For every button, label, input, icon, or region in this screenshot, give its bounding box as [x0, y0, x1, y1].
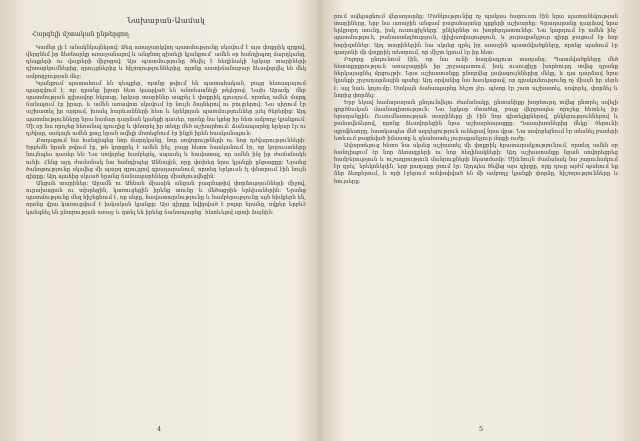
paragraph: Ավարտելուց հետո նա սկսեց աշխատել մի փոքրիկ հրատարակչությունում, որտեղ ամեն օր հանդիպում էր նոր ձեռագրերի ու նոր հեղինակների: Այդ աշխատանքը նրան սովորեցրեց համբերություն և ուշադրություն մանրուքների նկատմամբ: Միևնույն ժամանակ նա շարունակում էր գրել՝ երեկոներին, երբ քաղաքը լռում էր: Այդպես ծնվեց այս գիրքը, որը դուք այժմ պահում եք ձեր ձեռքերում, և որի էջերում ամփոփված են մի ամբողջ կյանքի փորձը, հիշողությունները և հույսերը:: [334, 142, 618, 185]
right-page-body: [334, 14, 618, 186]
left-page-body: [26, 45, 306, 217]
salutation: Հարգելի մշտական ընթերցող: [32, 31, 129, 38]
page-heading: Նախաբան-Աամակ: [127, 16, 205, 25]
right-page: [322, 0, 640, 441]
paragraph: Երբ եկավ համալսարան ընդունվելու ժամանակը, ընտանիքը խորհուրդ տվեց ընտրել ավելի գործնական մասնագիտություն: Նա երկար մտածեց, բայց վերջապես որոշեց հետևել իր երազանքին: Ուսումնառության տարիները լի էին նոր գիտելիքներով, ընկերություններով և բանավեճերով, որոնք ձևավորեցին նրա աշխարհայացքը: Դասախոսներից մեկը՝ ծերունի պրոֆեսորը, հատկապես մեծ ազդեցություն ունեցավ նրա վրա: Նա սովորեցնում էր տեսնել բառերի ետևում թաքնված իմաստը և գնահատել յուրաքանչյուր մտքի ուժը:: [334, 99, 618, 142]
paragraph: րում ավելացնում վերադարձը: Մանկությունից ոչ պակաս հարուստ էին նրա պատանեկության տարիները, երբ նա առաջին անգամ բացահայտեց գրքերի աշխարհը: Գրադարանը դարձավ նրա երկրորդ տունը, իսկ ուսուցիչները՝ ընկերներ ու խորհրդատուներ: Նա կարդում էր ամեն ինչ՝ պատմություն, բանաստեղծություն, փիլիսոփայություն, և յուրաքանչյուր գիրք բացում էր նոր հորիզոններ: Այդ տարիներին նա սկսեց գրել իր առաջին պատմվածքները, որոնք պահում էր գաղտնի մի փոքրիկ տետրում, որ միշտ կրում էր իր հետ:: [334, 14, 618, 56]
paragraph: Քաղաքում նա հանդիպեց նոր մարդկանց, նոր սովորույթների ու նոր դժվարությունների: Երբեմն նրան թվում էր, թե կորցրել է ամեն ինչ, բայց հետո հասկանում էր, որ կորուստները նույնպես դասեր են: Նա սովորեց համբերել, սպասել և հավատալ, որ ամեն ինչ իր ժամանակն ունի: Հենց այդ ժամանակ նա հանդիպեց Աննային, որը փոխեց նրա կյանքի ընթացքը: Նրանց ծանոթությունը սկսվեց մի պարզ զրույցով գրադարանում, որտեղ երկուսն էլ փնտրում էին նույն գիրքը: Այդ պահից սկսած նրանց ճանապարհները միահյուսվեցին:: [26, 138, 306, 180]
paragraph: Բոլորը ընդունում էին, որ նա ունի հազվագյուտ տաղանդ: Պատմվածքները մեծ հետաքրքրություն առաջացրին իր շրջապատում, իսկ ուսուցիչը խորհուրդ տվեց դրանք ներկայացնել մրցույթի: Նրա աշխատանքը ընտրվեց լավագույններից մեկը, և դա դարձավ նրա կյանքի շրջադարձային պահը: Այդ օրվանից նա հասկացավ, որ գրականությունը ոչ միայն իր սերն է, այլ նաև կոչումը: Սակայն ճանապարհը հեշտ չէր. պետք էր շատ աշխատել, սովորել, փորձել և նորից փորձել:: [334, 56, 618, 99]
paragraph: Կամեր լի է անակնկալներով: Ձեզ առաջարկվող պատմությունը սկսվում է այս փոքրիկ գրքով, վերցնեմ իր ձեռնարկը առաջանալով և անցնող գիտելի կյանքում՝ ամեն օր հանդիպող մարդկանց, դեպքերի ու վայրերի միջոցով: Այս պատմությունը ծնվել է հեղինակի երկար տարիների դիտարկումներից, զրույցներից և հիշողություններից, որոնք աստիճանաբար ձևավորվել են մեկ ամբողջության մեջ:: [26, 45, 306, 80]
paragraph: Անցան տարիներ: Արամն ու Աննան միասին անցան բազմաթիվ փորձությունների միջով, ուրախացան ու տխրեցին, կառուցեցին իրենց տունը և մեծացրին երեխաներին: Նրանց պատմությունը մեզ հիշեցնում է, որ սերը, հավատարմությունը և համբերությունը այն հիմքերն են, որոնց վրա կառուցվում է իսկական կյանքը: Այս գիրքը նվիրված է բոլոր նրանց, ովքեր երբևէ կանգնել են ընտրության առաջ և գտել են իրենց ճանապարհը՝ հետևելով սրտի ձայնին:: [26, 180, 307, 216]
page-number: 4: [156, 425, 162, 433]
page-number: 5: [478, 425, 484, 433]
paragraph: Կյանքում պատահում են դեպքեր, որոնք թվում են պատահական, բայց հետագայում պարզվում է, որ դրանք իրար հետ կապված են անտեսանելի թելերով: Նախ Արամը՝ մեր պատմության գլխավոր հերոսը, երկար տարիներ ապրել է փոքրիկ գյուղում, որտեղ ամեն մարդ ճանաչում էր իրար, և ամեն առավոտ սկսվում էր նույն ձայներով ու բույրերով: Նա սիրում էր աշխատել իր այգում, խոսել հարևանների հետ և երեկոյան պատմություններ լսել ծերերից: Այդ պատմությունները նրա համար դարձան կյանքի դասեր, որոնք նա կրեց իր հետ ամբողջ կյանքում: Մի օր նա որոշեց հեռանալ գյուղից և փնտրել իր տեղը մեծ աշխարհում: Ճանապարհը երկար էր ու դժվար, սակայն ամեն քայլ նրան ավելի մոտեցնում էր ինքն իրեն հասկանալուն:: [26, 80, 306, 137]
left-page: [0, 0, 318, 441]
